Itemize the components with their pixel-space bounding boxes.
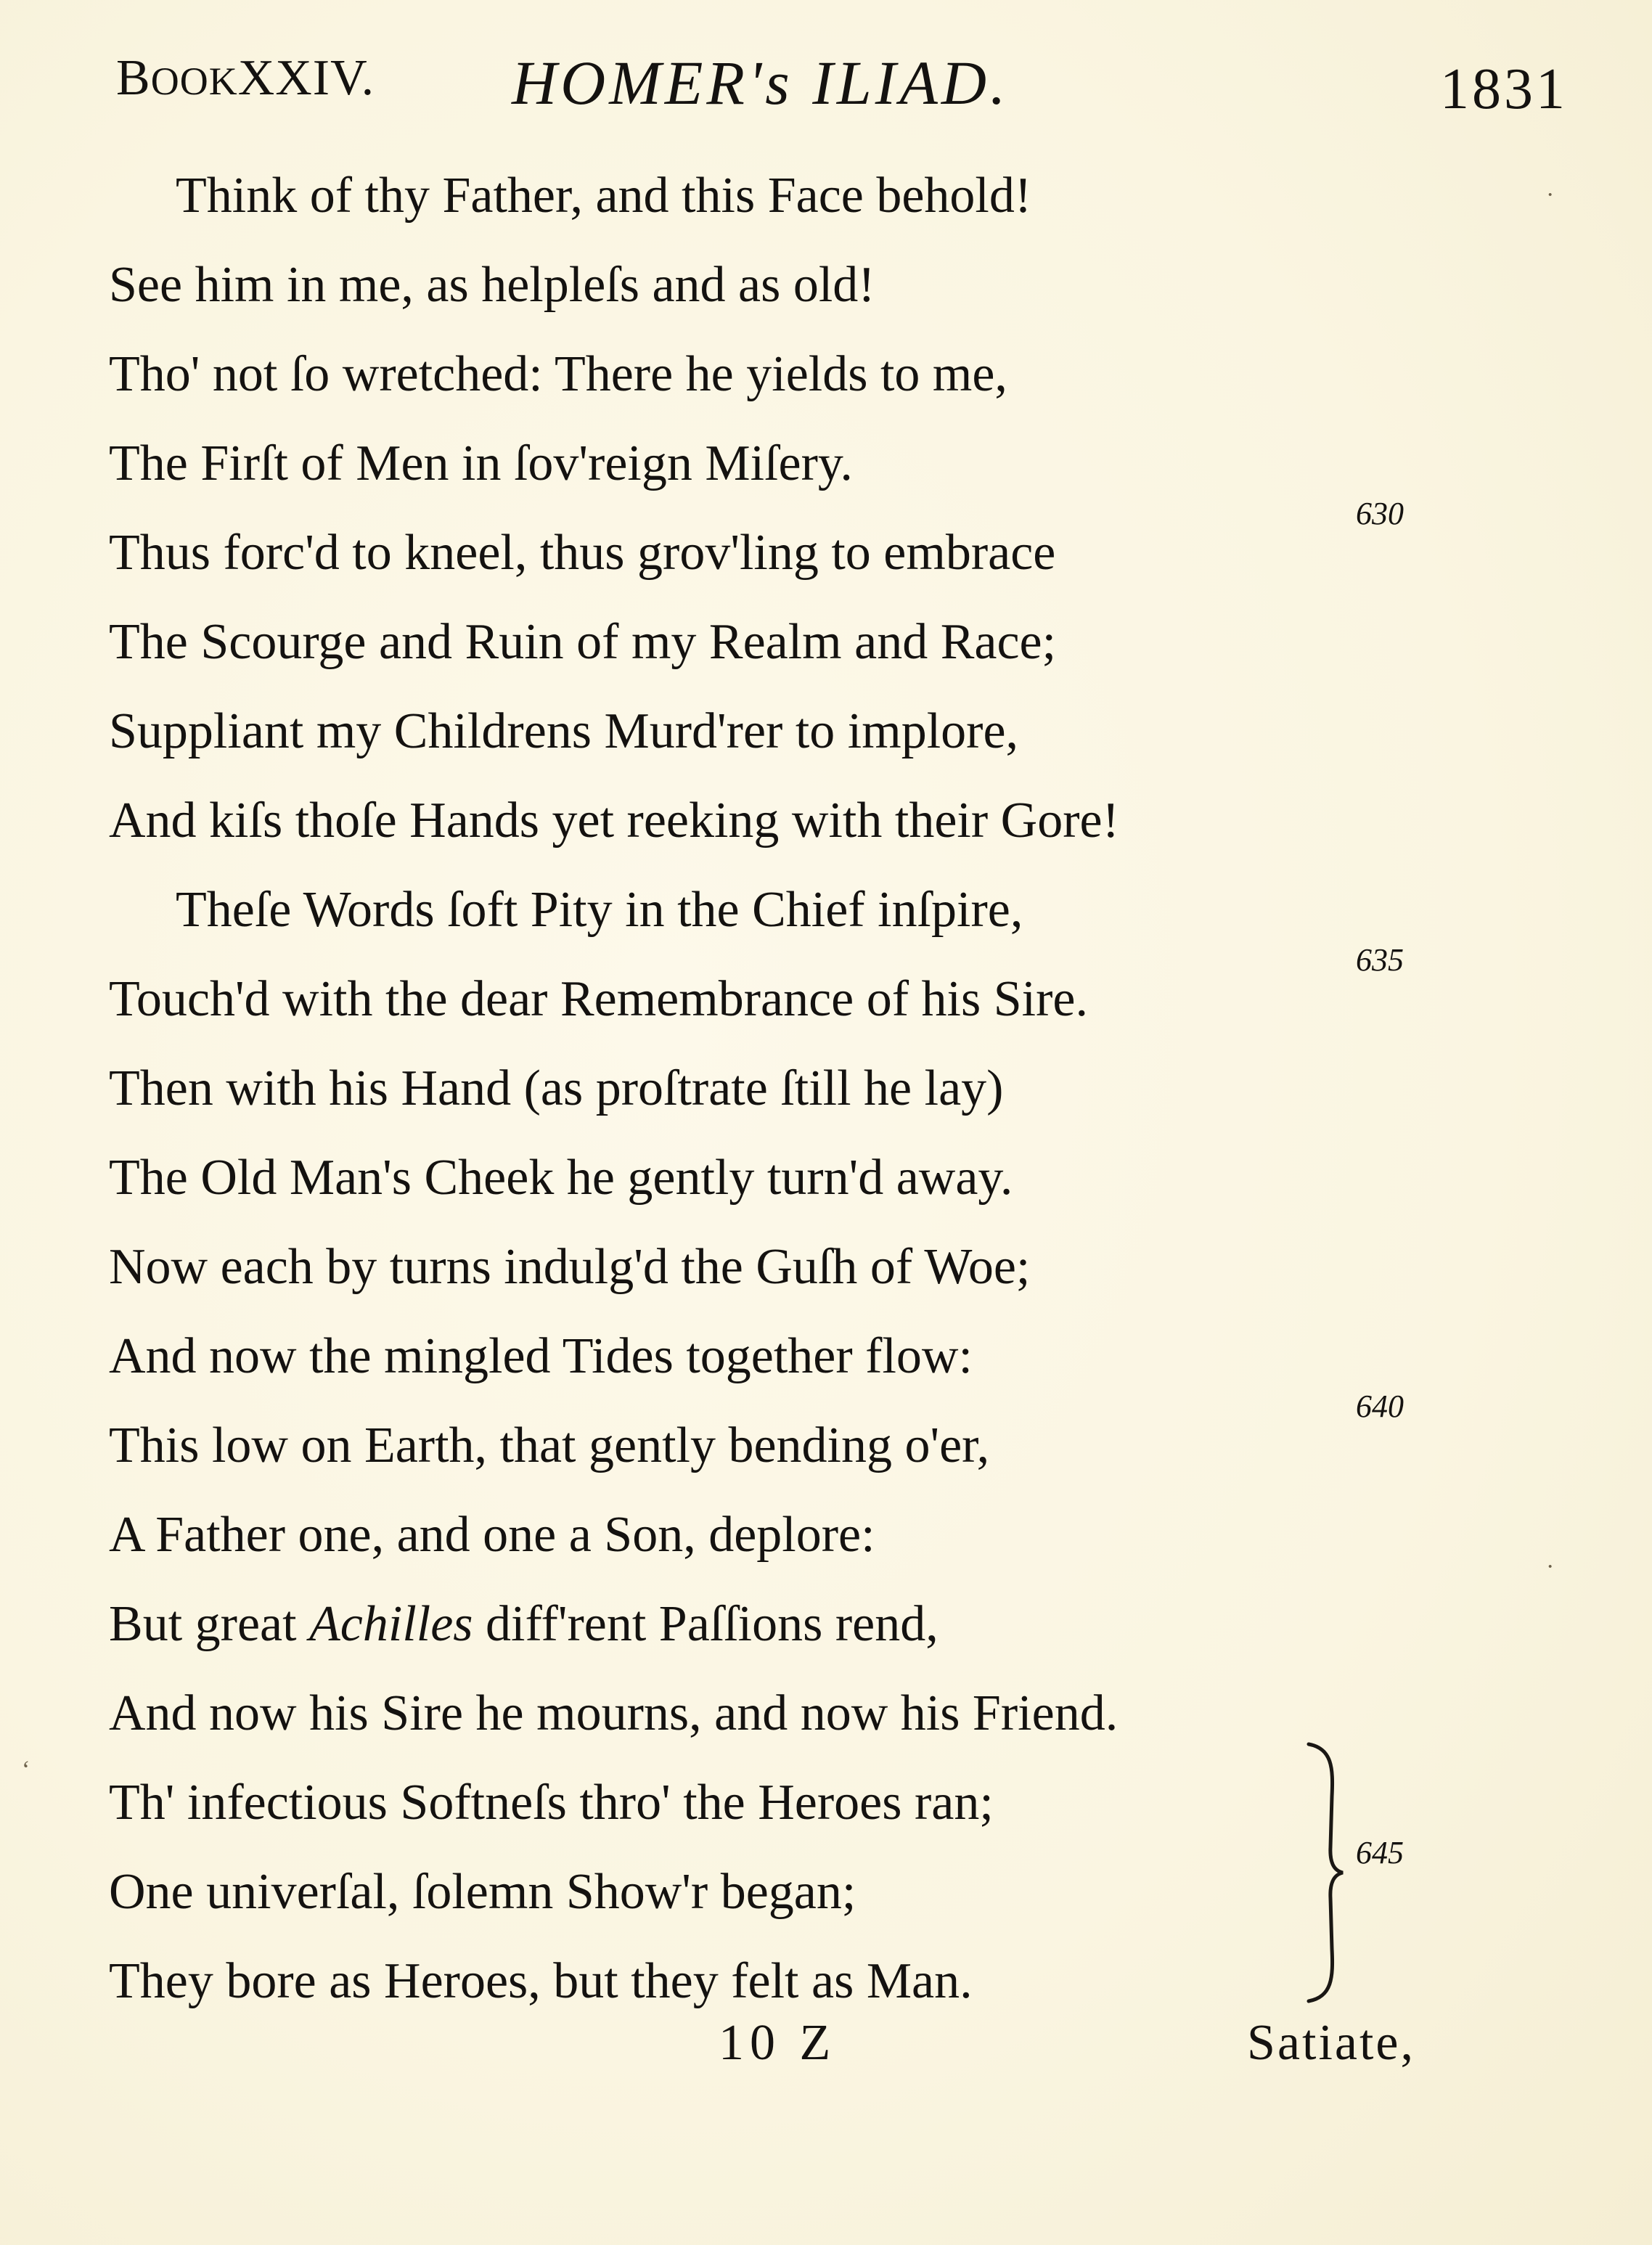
verse-line: Tho' not ſo wretched: There he yields to me, [109,346,1007,402]
verse-line: The Firſt of Men in ſov'reign Miſery. [109,435,853,491]
verse-line: This low on Earth, that gently bending o'er, 640 [109,1389,1404,1473]
paper-speck: · [1546,181,1555,208]
verse-line: And kiſs thoſe Hands yet reeking with their Gore! [109,793,1119,848]
triplet-brace [1303,1738,1346,2007]
paper-speck: ʻ [22,1757,30,1783]
book-label: BOOKXXIV. [116,50,375,106]
verse-line: Theſe Words ſoft Pity in the Chief inſpire, [176,882,1023,938]
verse-line: Thus forc'd to kneel, thus grov'ling to embrace 630 [109,496,1404,581]
verse-line: Th' infectious Softneſs thro' the Heroes ran; [109,1775,994,1831]
verse-line: Then with his Hand (as proſtrate ſtill he lay) [109,1060,1004,1116]
page-number: 1831 [1440,57,1568,121]
verse-line: Touch'd with the dear Remembrance of his Sire. 635 [109,942,1404,1027]
line-number: 645 [1356,1835,1404,1870]
verse-line: They bore as Heroes, but they felt as Man. [109,1953,973,2009]
verse-line: One univerſal, ſolemn Show'r began; 645 [109,1835,1404,1920]
verse-line: The Scourge and Ruin of my Realm and Race; [109,614,1057,670]
verse-line: The Old Man's Cheek he gently turn'd away. [109,1150,1013,1206]
italic-name: Achilles [309,1596,473,1652]
running-head [116,42,1568,122]
catchword: Satiate, [1247,2015,1415,2071]
line-number: 640 [1356,1389,1404,1424]
verse-line: And now the mingled Tides together flow: [109,1328,973,1384]
signature-mark: 10 Z [719,2015,837,2071]
page-footer [109,2014,1415,2094]
book-title: HOMER's ILIAD. [512,48,1010,118]
verse-line: Think of thy Father, and this Face behold! [176,168,1032,224]
line-number: 635 [1356,942,1404,978]
verse-line: Now each by turns indulg'd the Guſh of Woe; [109,1239,1031,1295]
line-number: 630 [1356,496,1404,531]
verse-line: A Father one, and one a Son, deplore: [109,1507,875,1563]
verse-block [109,151,1415,2026]
verse-line: See him in me, as helpleſs and as old! [109,257,875,313]
verse-line: Suppliant my Childrens Murd'rer to implore, [109,703,1019,759]
verse-line: But great Achilles diff'rent Paſſions rend, [109,1596,939,1652]
paper-speck: · [1546,1553,1555,1580]
verse-line: And now his Sire he mourns, and now his Friend. [109,1685,1119,1741]
